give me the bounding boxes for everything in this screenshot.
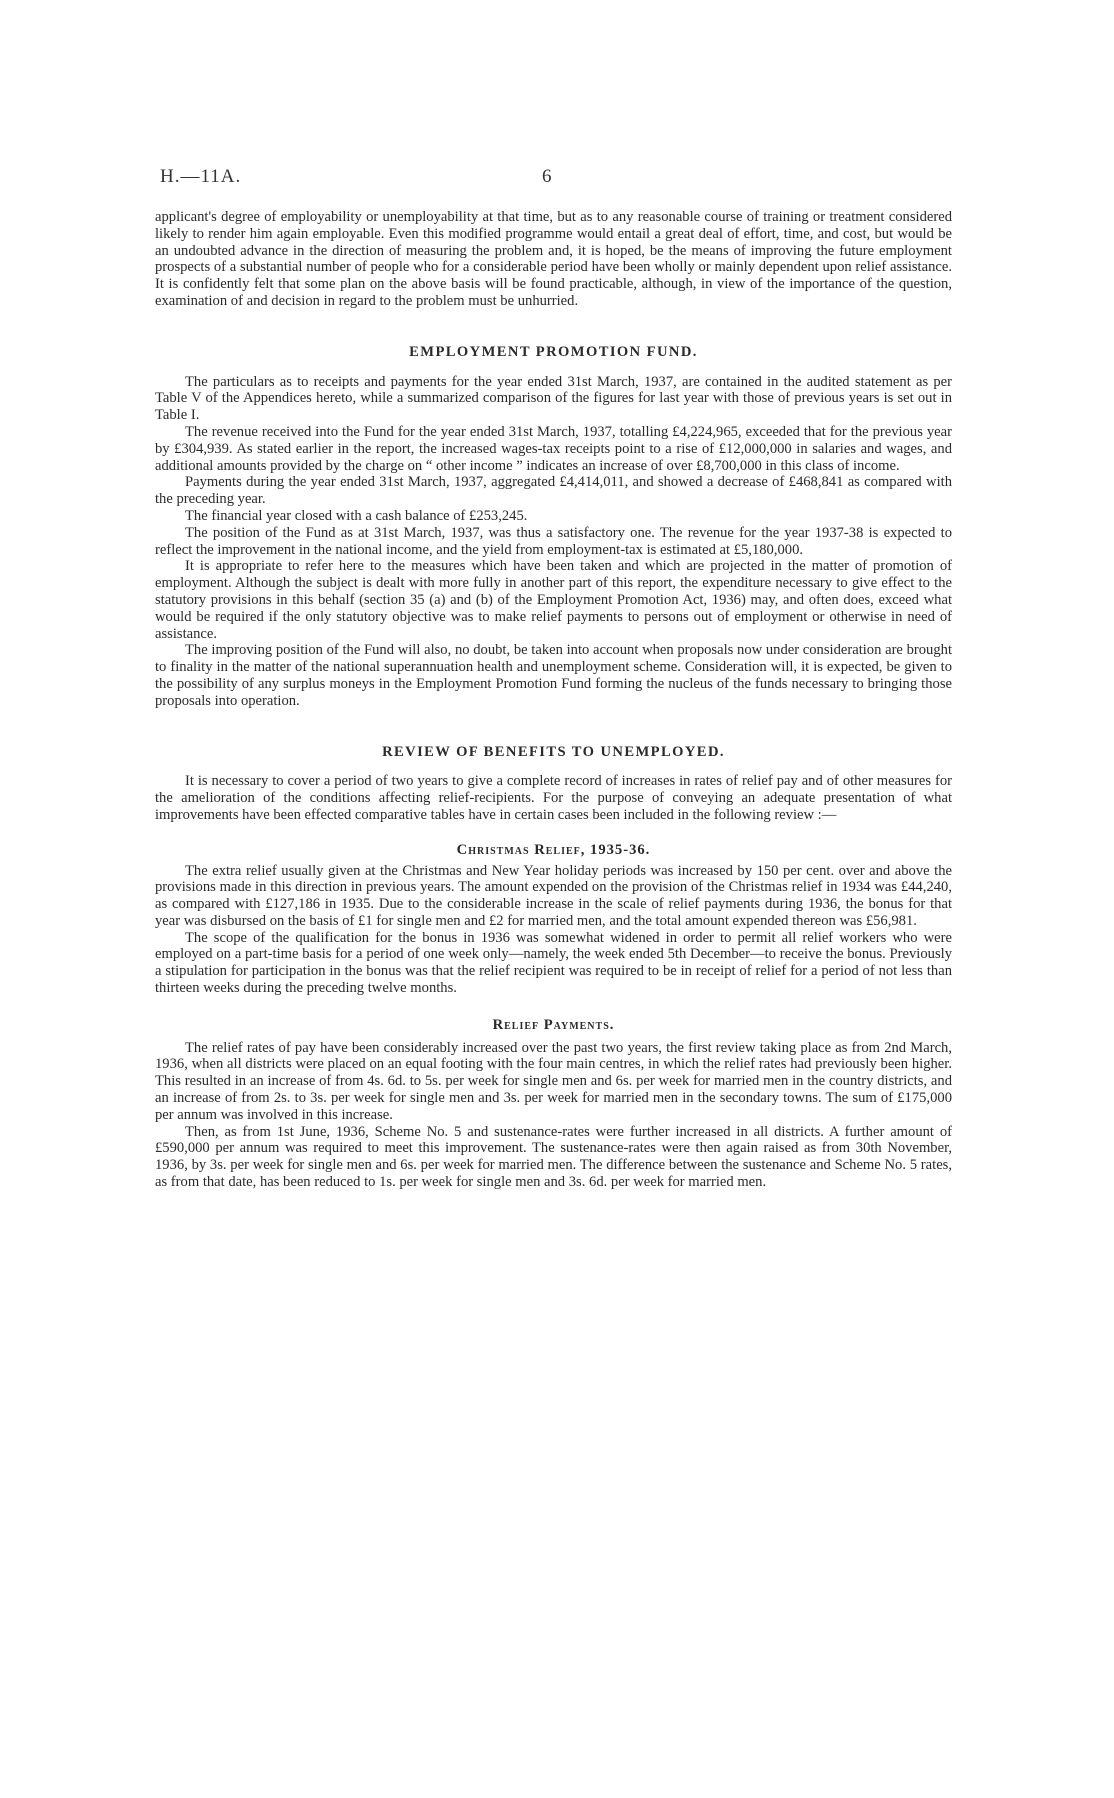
- paragraph: It is necessary to cover a period of two years to give a complete record of increases in rates of relief pay and of other measures for the amelioration of the conditions affecting relief-recipients. For the purpose of conveying an adequate presentation of what improvements have been effected comparative tables have in certain cases been included in the following review :—: [155, 773, 952, 823]
- paragraph: It is appropriate to refer here to the measures which have been taken and which are projected in the matter of promotion of employment. Although the subject is dealt with more fully in another part of this report, the expenditure necessary to give effect to the statutory provisions in this behalf (section 35 (a) and (b) of the Employment Promotion Act, 1936) may, and often does, exceed what would be required if the only statutory objective was to make relief payments to persons out of employment or otherwise in need of assistance.: [155, 558, 952, 642]
- paragraph: The revenue received into the Fund for the year ended 31st March, 1937, totalling £4,224,965, exceeded that for the previous year by £304,939. As stated earlier in the report, the increased wages-tax receipts point to a rise of £12,000,000 in salaries and wages, and additional amounts provided by the charge on “ other income ” indicates an increase of over £8,700,000 in this class of income.: [155, 423, 952, 474]
- section-heading-employment-promotion-fund: EMPLOYMENT PROMOTION FUND.: [409, 343, 698, 360]
- intro-paragraph: applicant's degree of employability or unemployability at that time, but as to any reasonable course of training or treatment considered likely to render him again employable. Even this modified programme would entail a great deal of effort, time, and cost, but would be an undoubted advance in the direction of measuring the problem and, it is hoped, be the means of improving the future employment prospects of a substantial number of people who for a considerable period have been wholly or mainly dependent upon relief assistance. It is confidently felt that some plan on the above basis will be found practicable, although, in view of the importance of the question, examination of and decision in regard to the problem must be unhurried.: [155, 209, 952, 309]
- paragraph: Payments during the year ended 31st March, 1937, aggregated £4,414,011, and showed a decrease of £468,841 as compared with the preceding year.: [155, 474, 952, 508]
- paragraph: The extra relief usually given at the Christmas and New Year holiday periods was increased by 150 per cent. over and above the provisions made in this direction in previous years. The amount expended on the provision of the Christmas relief in 1934 was £44,240, as compared with £127,186 in 1935. Due to the considerable increase in the scale of relief payments during 1936, the bonus for that year was disbursed on the basis of £1 for single men and £2 for married men, and the total amount expended thereon was £56,981.: [155, 862, 952, 929]
- paragraph: The position of the Fund as at 31st March, 1937, was thus a satisfactory one. The revenue for the year 1937-38 is expected to reflect the improvement in the national income, and the yield from employment-tax is estimated at £5,180,000.: [155, 524, 952, 558]
- paragraph: The scope of the qualification for the bonus in 1936 was somewhat widened in order to permit all relief workers who were employed on a part-time basis for a period of one week only—namely, the week ended 5th December—to receive the bonus. Previously a stipulation for participation in the bonus was that the relief recipient was required to be in receipt of relief for a period of not less than thirteen weeks during the preceding twelve months.: [155, 929, 952, 997]
- subheading-relief-payments: Relief Payments.: [492, 1016, 615, 1033]
- paragraph: The financial year closed with a cash balance of £253,245.: [185, 507, 528, 524]
- paragraph: Then, as from 1st June, 1936, Scheme No. 5 and sustenance-rates were further increased in all districts. A further amount of £590,000 per annum was required to meet this improvement. The sustenance-rates were then again raised as from 30th November, 1936, by 3s. per week for single men and 6s. per week for married men. The difference between the sustenance and Scheme No. 5 rates, as from that date, has been reduced to 1s. per week for single men and 3s. 6d. per week for married men.: [155, 1123, 952, 1191]
- paragraph: The particulars as to receipts and payments for the year ended 31st March, 1937, are contained in the audited statement as per Table V of the Appendices hereto, while a summarized comparison of the figures for last year with those of previous years is set out in Table I.: [155, 373, 952, 424]
- page-header: [160, 166, 950, 190]
- review-of-benefits-section: [155, 744, 952, 1191]
- subheading-christmas-relief: Christmas Relief, 1935-36.: [456, 841, 651, 858]
- page-number: 6: [542, 166, 553, 187]
- document-reference: H.—11A.: [160, 166, 242, 187]
- section-heading-review-of-benefits: REVIEW OF BENEFITS TO UNEMPLOYED.: [382, 743, 725, 760]
- paragraph: The relief rates of pay have been considerably increased over the past two years, the first review taking place as from 2nd March, 1936, when all districts were placed on an equal footing with the four main centres, in which the relief rates had previously been higher. This resulted in an increase of from 4s. 6d. to 5s. per week for single men and 6s. per week for married men in the country districts, and an increase of from 2s. to 3s. per week for single men and 3s. per week for married men in the secondary towns. The sum of £175,000 per annum was involved in this increase.: [155, 1039, 952, 1123]
- employment-promotion-fund-section: [155, 344, 952, 710]
- paragraph: The improving position of the Fund will also, no doubt, be taken into account when proposals now under consideration are brought to finality in the matter of the national superannuation health and unemployment scheme. Consideration will, it is expected, be given to the possibility of any surplus moneys in the Employment Promotion Fund forming the nucleus of the funds necessary to bringing those proposals into operation.: [155, 642, 952, 709]
- page-body: [155, 209, 952, 1191]
